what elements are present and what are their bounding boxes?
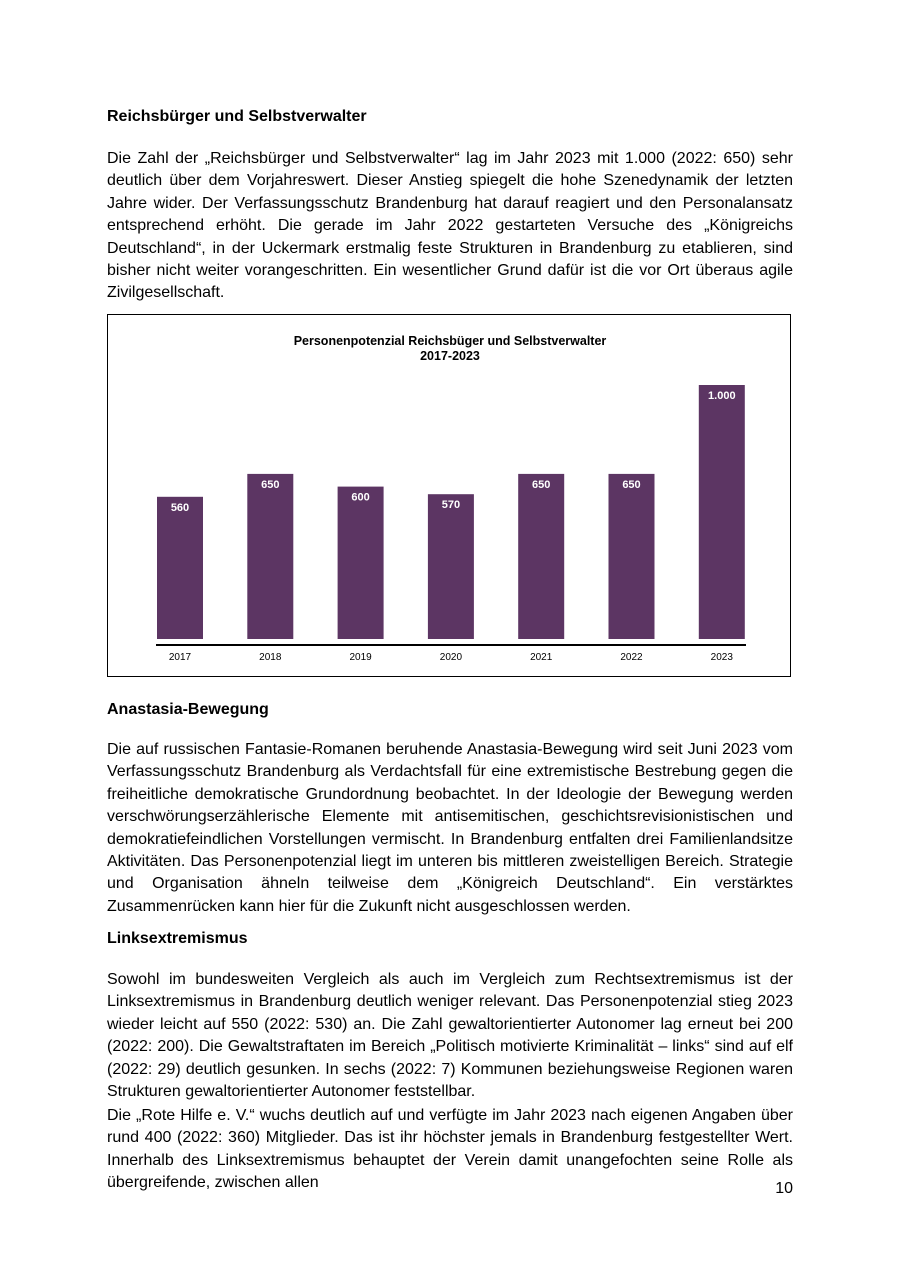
paragraph-anastasia: Die auf russischen Fantasie-Romanen beruhende Anastasia-Bewegung wird seit Juni 2023 vom Verfassungsschutz Brandenburg als Verdachtsfall für eine extremistische Bestrebung gegen die freiheitliche demokratische Grundordnung beobachtet. In der Ideologie der Bewegung werden verschwörungserzählerische Elemente mit antisemitischen, geschichtsrevisionistischen und demokratiefeindlichen Vorstellungen vermischt. In Brandenburg entfalten drei Familienlandsitze Aktivitäten. Das Personenpotenzial liegt im unteren bis mittleren zweistelligen Bereich. Strategie und Organisation ähneln teilweise dem „Königreich Deutschland“. Ein verstärktes Zusammenrücken kann hier für die Zukunft nicht ausgeschlossen werden. <box>107 741 793 915</box>
bar-2023 <box>699 385 745 639</box>
chart-subtitle: 2017-2023 <box>420 349 480 363</box>
bar-2021 <box>518 474 564 639</box>
data-label-2020: 570 <box>441 499 461 512</box>
section-heading-reichsbuerger: Reichsbürger und Selbstverwalter <box>107 108 367 125</box>
paragraph-linksextremismus-1: Sowohl im bundesweiten Vergleich als auch im Vergleich zum Rechtsextremismus ist der Linksextremismus in Brandenburg deutlich weniger relevant. Das Personenpotenzial stieg 2023 wieder leicht auf 550 (2022: 530) an. Die Zahl gewaltorientierter Autonomer lag erneut bei 200 (2022: 200). Die Gewaltstraftaten im Bereich „Politisch motivierte Kriminalität – links“ sind auf elf (2022: 29) deutlich gesunken. In sechs (2022: 7) Kommunen beziehungsweise Regionen waren Strukturen gewaltorientierter Autonomer feststellbar. <box>107 971 793 1101</box>
data-label-2023: 1.000 <box>708 390 736 402</box>
bar-2022 <box>609 474 655 639</box>
bar-2019 <box>338 487 384 639</box>
x-tick-label-2021: 2021 <box>530 652 553 663</box>
x-tick-label-2023: 2023 <box>710 652 733 663</box>
chart-title: Personenpotenzial Reichsbüger und Selbstverwalter <box>293 334 607 348</box>
data-label-2022: 650 <box>622 478 641 491</box>
x-tick-label-2022: 2022 <box>620 652 643 663</box>
bar-2020 <box>428 494 474 639</box>
data-label-2018: 650 <box>261 478 280 491</box>
page-number: 10 <box>775 1180 793 1197</box>
bar-2018 <box>247 474 293 639</box>
data-label-2017: 560 <box>170 501 190 514</box>
paragraph-reichsbuerger: Die Zahl der „Reichsbürger und Selbstverwalter“ lag im Jahr 2023 mit 1.000 (2022: 650) sehr deutlich über dem Vorjahreswert. Dieser Anstieg spiegelt die hohe Szenedynamik der letzten Jahre wider. Der Verfassungsschutz Brandenburg hat darauf reagiert und den Personalansatz entsprechend erhöht. Die gerade im Jahr 2022 gestarteten Versuche des „Königreichs Deutschland“, in der Uckermark erstmalig feste Strukturen in Brandenburg zu etablieren, sind bisher nicht weiter vorangeschritten. Ein wesentlicher Grund dafür ist die vor Ort überaus agile Zivilgesellschaft. <box>107 150 793 302</box>
section-heading-anastasia: Anastasia-Bewegung <box>107 701 269 718</box>
x-tick-label-2018: 2018 <box>259 652 282 663</box>
chart-bars <box>157 385 745 639</box>
data-label-2019: 600 <box>351 491 370 504</box>
section-heading-linksextremismus: Linksextremismus <box>107 930 248 947</box>
chart-canvas <box>108 315 792 678</box>
x-tick-label-2020: 2020 <box>439 652 463 663</box>
paragraph-linksextremismus-2: Die „Rote Hilfe e. V.“ wuchs deutlich auf und verfügte im Jahr 2023 nach eigenen Angaben über rund 400 (2022: 360) Mitglieder. Das ist ihr höchster jemals in Brandenburg festgestellter Wert. Innerhalb des Linksextremismus behauptet der Verein damit unangefochten seine Rolle als übergreifende, zwischen allen <box>107 1107 793 1192</box>
x-tick-label-2019: 2019 <box>349 652 372 663</box>
data-label-2021: 650 <box>532 478 551 491</box>
bar-2017 <box>157 497 203 639</box>
bar-chart <box>107 314 791 677</box>
x-tick-label-2017: 2017 <box>168 652 192 663</box>
chart-tick-labels <box>169 652 733 663</box>
